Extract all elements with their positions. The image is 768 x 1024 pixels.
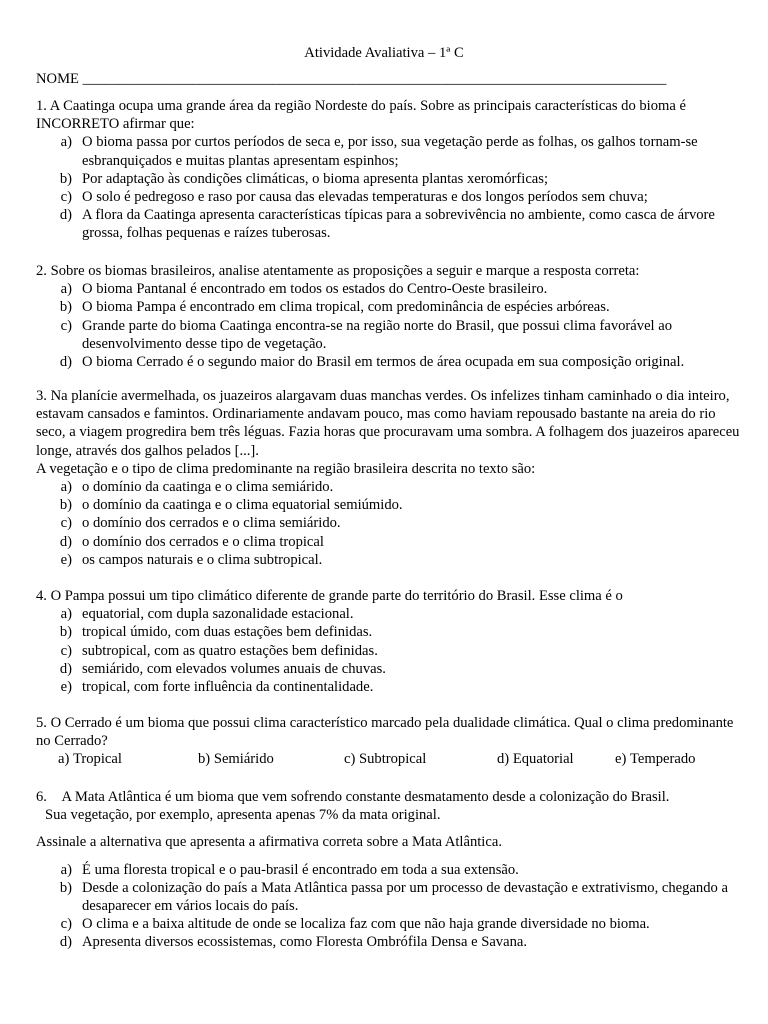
question-6-option-d[interactable]	[36, 933, 744, 951]
option-letter: c)	[60, 317, 72, 334]
option-text: Temperado	[630, 751, 696, 768]
question-4-option-a[interactable]	[36, 605, 744, 623]
question-6-number: 6.	[36, 789, 47, 805]
option-text: O bioma Pampa é encontrado em clima tropical, com predominância de espécies arbóreas.	[82, 299, 610, 316]
option-letter: c)	[60, 642, 72, 659]
name-field[interactable]	[36, 70, 666, 88]
question-1	[36, 97, 744, 243]
question-2-stem: 2. Sobre os biomas brasileiros, analise atentamente as proposições a seguir e marque a resposta correta:	[36, 263, 640, 279]
option-letter: a)	[60, 606, 72, 623]
option-letter: e)	[60, 679, 72, 696]
option-letter: c)	[60, 515, 72, 532]
question-3-option-a[interactable]	[36, 478, 744, 496]
question-2-option-d[interactable]	[36, 353, 744, 371]
option-letter: b)	[59, 497, 72, 514]
option-letter: b)	[198, 751, 211, 768]
option-text: semiárido, com elevados volumes anuais de chuvas.	[82, 660, 386, 677]
question-3	[36, 387, 744, 569]
question-2-option-b[interactable]	[36, 298, 744, 316]
question-4-option-e[interactable]	[36, 678, 744, 696]
question-6-options	[36, 861, 744, 952]
question-6-stem	[36, 788, 744, 806]
option-text: subtropical, com as quatro estações bem definidas.	[82, 642, 378, 659]
option-text: tropical úmido, com duas estações bem definidas.	[82, 624, 373, 641]
question-1-option-d[interactable]	[36, 206, 744, 242]
option-text: Apresenta diversos ecossistemas, como Floresta Ombrófila Densa e Savana.	[82, 934, 527, 951]
question-3-option-d[interactable]	[36, 533, 744, 551]
option-letter: e)	[615, 751, 627, 768]
question-2-options	[36, 280, 744, 371]
option-text: Semiárido	[213, 751, 274, 768]
question-3-option-b[interactable]	[36, 496, 744, 514]
question-1-options	[36, 133, 744, 242]
question-6-stem-text: A Mata Atlântica é um bioma que vem sofrendo constante desmatamento desde a colonização do Brasil.	[61, 789, 670, 805]
question-2	[36, 262, 744, 371]
question-1-option-c[interactable]	[36, 188, 744, 206]
option-text: Desde a colonização do país a Mata Atlântica passa por um processo de devastação e extrativismo, chegando a desaparecer em vários locais do país.	[82, 879, 728, 915]
option-letter: c)	[344, 751, 356, 768]
question-4	[36, 587, 744, 696]
option-text: os campos naturais e o clima subtropical.	[82, 551, 323, 568]
option-text: A flora da Caatinga apresenta características típicas para a sobrevivência no ambiente, como casca de árvore grossa, folhas pequenas e raízes tuberosas.	[82, 207, 715, 242]
option-letter: a)	[60, 134, 72, 151]
question-5-option-d[interactable]	[497, 750, 615, 768]
option-letter: d)	[59, 934, 72, 951]
option-letter: b)	[59, 170, 72, 187]
option-text: É uma floresta tropical e o pau-brasil é encontrado em toda a sua extensão.	[82, 861, 519, 878]
option-text: O bioma Pantanal é encontrado em todos os estados do Centro-Oeste brasileiro.	[82, 281, 548, 298]
option-text: O bioma Cerrado é o segundo maior do Brasil em termos de área ocupada em sua composição original.	[82, 354, 685, 371]
question-4-option-d[interactable]	[36, 660, 744, 678]
question-4-option-b[interactable]	[36, 623, 744, 641]
question-2-option-c[interactable]	[36, 317, 744, 353]
question-5-options	[36, 750, 744, 768]
question-5-stem: 5. O Cerrado é um bioma que possui clima característico marcado pela dualidade climática. Qual o clima predominante no Cerrado?	[36, 715, 734, 750]
option-text: O clima e a baixa altitude de onde se localiza faz com que não haja grande diversidade no bioma.	[82, 916, 650, 933]
name-label: NOME	[36, 71, 79, 87]
option-letter: a)	[60, 281, 72, 298]
question-6-option-c[interactable]	[36, 915, 744, 933]
option-letter: e)	[60, 551, 72, 568]
question-4-option-c[interactable]	[36, 642, 744, 660]
option-letter: d)	[59, 207, 72, 224]
option-letter: d)	[497, 751, 510, 768]
page-title: Atividade Avaliativa – 1ª C	[304, 45, 464, 61]
question-1-stem: 1. A Caatinga ocupa uma grande área da região Nordeste do país. Sobre as principais características do bioma é INCORRETO afirmar que:	[36, 98, 686, 133]
question-6-prompt: Assinale a alternativa que apresenta a afirmativa correta sobre a Mata Atlântica.	[36, 834, 502, 851]
option-letter: c)	[60, 916, 72, 933]
option-letter: b)	[59, 879, 72, 896]
name-line[interactable]: ________________________________________________________________________________	[82, 71, 667, 87]
question-6-option-a[interactable]	[36, 861, 744, 879]
question-5-option-e[interactable]	[615, 750, 695, 768]
question-6-stem-b: Sua vegetação, por exemplo, apresenta apenas 7% da mata original.	[45, 807, 441, 824]
option-text: O bioma passa por curtos períodos de seca e, por isso, sua vegetação perde as folhas, os galhos tornam-se esbranquiçados e muitas plantas apresentam espinhos;	[82, 134, 698, 169]
option-letter: a)	[60, 479, 72, 496]
option-letter: d)	[59, 533, 72, 550]
question-3-option-e[interactable]	[36, 551, 744, 569]
option-letter: a)	[60, 861, 72, 878]
option-text: o domínio dos cerrados e o clima semiárido.	[82, 515, 341, 532]
option-text: Grande parte do bioma Caatinga encontra-se na região norte do Brasil, que possui clima favorável ao desenvolvimento desse tipo de vegetação.	[82, 317, 673, 352]
question-1-option-a[interactable]	[36, 133, 744, 169]
question-1-option-b[interactable]	[36, 170, 744, 188]
question-4-options	[36, 605, 744, 696]
question-3-options	[36, 478, 744, 569]
question-3-passage: 3. Na planície avermelhada, os juazeiros alargavam duas manchas verdes. Os infelizes tinham caminhado o dia inteiro, estavam cansados e famintos. Ordinariamente andavam pouco, mas como haviam repousado bastante na areia do rio seco, a viagem progredira bem três léguas. Fazia horas que procuravam uma sombra. A folhagem dos juazeiros apareceu longe, através dos galhos pelados [...].	[36, 388, 740, 459]
option-letter: a)	[58, 751, 70, 768]
option-text: o domínio dos cerrados e o clima tropical	[82, 533, 324, 550]
question-4-stem: 4. O Pampa possui um tipo climático diferente de grande parte do território do Brasil. Esse clima é o	[36, 588, 623, 604]
question-6	[36, 788, 744, 952]
option-letter: b)	[59, 624, 72, 641]
question-5-option-a[interactable]	[58, 750, 198, 768]
option-letter: c)	[60, 189, 72, 206]
option-text: O solo é pedregoso e raso por causa das elevadas temperaturas e dos longos períodos sem chuva;	[82, 189, 648, 206]
option-letter: b)	[59, 299, 72, 316]
option-text: o domínio da caatinga e o clima semiárido.	[82, 479, 334, 496]
question-5	[36, 714, 744, 769]
question-5-option-b[interactable]	[198, 750, 344, 768]
option-text: o domínio da caatinga e o clima equatorial semiúmido.	[82, 497, 403, 514]
question-3-option-c[interactable]	[36, 514, 744, 532]
option-text: Por adaptação às condições climáticas, o bioma apresenta plantas xeromórficas;	[82, 170, 549, 187]
option-text: Tropical	[73, 751, 122, 768]
option-text: tropical, com forte influência da continentalidade.	[82, 679, 374, 696]
option-letter: d)	[59, 660, 72, 677]
option-text: Equatorial	[512, 751, 574, 768]
question-3-stem: A vegetação e o tipo de clima predominante na região brasileira descrita no texto são:	[36, 460, 536, 477]
option-letter: d)	[59, 354, 72, 371]
option-text: equatorial, com dupla sazonalidade estacional.	[82, 606, 354, 623]
question-2-option-a[interactable]	[36, 280, 744, 298]
question-6-option-b[interactable]	[36, 879, 744, 915]
option-text: Subtropical	[359, 751, 427, 768]
question-5-option-c[interactable]	[344, 750, 497, 768]
